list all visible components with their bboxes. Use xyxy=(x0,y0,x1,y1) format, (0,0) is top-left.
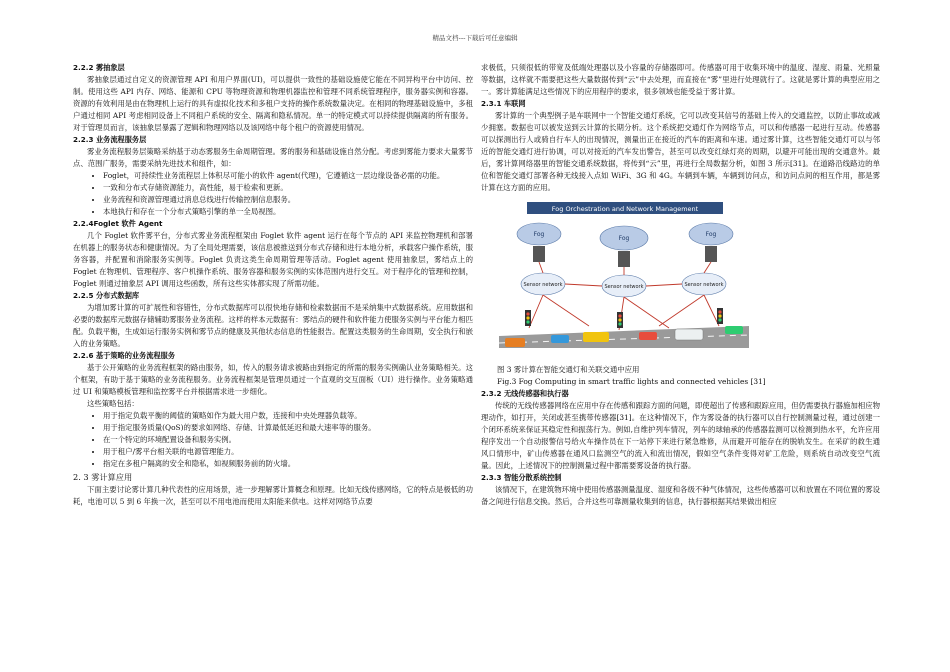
list-item: • 指定在多租户隔离的安全和隐私，如视频服务前的防火墙。 xyxy=(103,458,473,470)
section-2-2-6-title: 2.2.6 基于策略的业务流程服务 xyxy=(73,351,176,360)
server-icon xyxy=(533,246,545,262)
traffic-light-icon xyxy=(617,312,623,328)
figure-caption-en: Fig.3 Fog Computing in smart traffic lights and connected vehicles [31] xyxy=(497,377,766,386)
section-2-2-2-body: 雾抽象层通过自定义的资源管理 API 和用户界面(UI)，可以提供一致性的基础设施使它能在不同异构平台中访问、控制。使用这些 API 内存、网络、能源和 CPU 等物理资源和物理机器监控和管理不同系统管理程序，服务器实例和容器。资源的有效利用是由在物理机上运行的具有虚拟化技术和多租户支持的操作系统数量决定。在相同的物理基础设施中，多租户通过相同 API 考虑相同设备上不同租户系统的安全、隔离和隐私情况。单一的特定模式可以持续提供隔离的所有服务。对于管理员而言，该抽象层暴露了逻辑和物理网络以及该网络中每个租户的资源使用情况。 xyxy=(73,75,473,132)
list-item: • 在一个特定的环境配置设备和服务实例。 xyxy=(103,434,473,446)
section-2-2-2-title: 2.2.2 雾抽象层 xyxy=(73,63,125,72)
header-note: 精品文档---下载后可任意编辑 xyxy=(432,34,518,42)
section-2-3-3-body: 该情况下，在建筑物环境中使用传感器测量温度、湿度和各级不种气体情况，这些传感器可以和放置在不同位置的雾设备之间进行信息交换。然后，合并这些可靠测量收集到的信息，执行器根据其结果做出相应 xyxy=(481,485,880,506)
fog-diagram xyxy=(499,198,749,364)
section-2-3-title: 2. 3 雾计算应用 xyxy=(73,472,133,482)
fog-label: Fog xyxy=(618,235,630,242)
continued-paragraph: 求极低，只须很低的带宽及低端处理器以及小容量的存储器即可。传感器可用于收集环境中的温度、湿度、雨量、光照量等数据，这样就不需要把这些大量数据传到“云”中去处理，而直接在“雾”里进行处理就行了。这就是雾计算的典型应用之一。雾计算能满足这些情况下的应用程序的要求，很多领域也能受益于雾计算。 xyxy=(481,63,880,96)
list-item: • Foglet，可持续性业务流程层上体积尽可能小的软件 agent(代理)，它遵循这一层边缘设备必需的功能。 xyxy=(103,170,473,182)
figure-caption-cn: 图 3 雾计算在智能交通灯和关联交通中应用 xyxy=(497,365,640,374)
section-2-2-3-title: 2.2.3 业务流程服务层 xyxy=(73,135,147,144)
traffic-light-icon xyxy=(717,308,723,324)
cloud-icon xyxy=(600,226,648,250)
section-2-3-1-body: 雾计算的一个典型例子是车联网中一个智能交通灯系统，它可以改变其信号的基础上传入的交通监控，以防止事故或减少拥塞。数据也可以被发送到云计算的长期分析。这个系统把交通灯作为网络节点，可以和传感器一起进行互动。传感器可以探测出行人或骑自行车人的出现情况，测量出正在接近的汽车的距离和车速。通过雾计算，这些智能交通灯可以与邻近的智能交通灯进行协调，可以对接近的汽车发出警告，甚至可以改变红绿灯亮的周期，以避开可能出现的交通意外。最后，雾计算网络器里的智能交通系统数据，将传到“云”里，再进行全局数据分析，如图 3 所示[31]。在道路沿线路边的单位和智能交通灯部署各种无线接入点如 WiFi、3G 和 4G。车辆到车辆，车辆到访问点，和访问点间的相互作用，都是雾计算在这方面的应用。 xyxy=(481,111,880,192)
list-item: • 用于指定服务质量(QoS)的要求如网络、存储、计算最低延迟和最大速率等的服务。 xyxy=(103,422,473,434)
traffic-light-icon xyxy=(525,310,531,326)
car-icon xyxy=(639,332,657,340)
left-column xyxy=(73,62,473,508)
section-2-2-5-title: 2.2.5 分布式数据库 xyxy=(73,291,140,300)
section-2-2-5-body: 为增加雾计算的可扩展性和容错性，分布式数据库可以很快地存储和检索数据而不是采纳集中式数据系统。应用数据和必要的数据库元数据存储辅助雾服务业务流程。这样的样本元数据有：雾结点的硬件和软件能力使服务实例与平台能力相匹配。负载平衡，生成如运行服务实例和雾节点的健康及其他状态信息的性能报告。配置这类服务的生命周期，安全执行和嵌入的业务策略。 xyxy=(73,303,473,348)
sensor-network-label: Sensor network xyxy=(684,282,724,288)
list-item: • 一致和分布式存储资源能力，高性能，易于检索和更新。 xyxy=(103,182,473,194)
bus-icon xyxy=(583,332,609,342)
policy-intro: 这些策略包括： xyxy=(87,399,139,408)
list-item: • 本地执行和存在一个分布式策略引擎的单一全局视图。 xyxy=(103,206,473,218)
car-icon xyxy=(725,326,743,334)
sensor-network-label: Sensor network xyxy=(523,282,563,288)
list-item: • 用于租户/雾平台相关联的电源管理能力。 xyxy=(103,446,473,458)
server-icon xyxy=(618,251,630,267)
sensor-network xyxy=(602,275,646,297)
list-item: • 业务流程和资源管理通过消息总线进行传输控制信息服务。 xyxy=(103,194,473,206)
truck-icon xyxy=(675,329,703,340)
section-2-3-2-title: 2.3.2 无线传感器和执行器 xyxy=(481,389,569,398)
cloud-icon xyxy=(517,223,561,245)
section-2-2-4-title: 2.2.4Foglet 软件 Agent xyxy=(73,219,163,228)
fog-label: Fog xyxy=(705,231,717,238)
section-2-2-3-body: 雾业务流程服务层策略采纳基于动态雾服务生命周期管理。雾的服务和基础设施自然分配。考虑到雾能力要求大量雾节点、范围广服务，需要采纳先进技术和组件，如： xyxy=(73,147,473,168)
section-2-3-2-body: 传统的无线传感器网络在应用中存在传感和跟踪方面的问题，即使超出了传感和跟踪应用，但仍需要执行器施加相应物理动作，如打开，关闭或甚至携带传感器[31]。在这种情况下，作为雾设备的执行器可以自行控制测量过程，通过创建一个闭环系统来保证其稳定性和振荡行为。例如,自维护列车情况，列车的球轴承的传感器监测可以检测到热水平，允许应用程序发出一个自动报警信号给火车操作员在下一站停下来进行紧急维修，从而避开可能存在的脱轨发生。在采矿的救生通风口情形中，矿山传感器在通风口监测空气的流入和流出情况，假如空气条件变得对矿工危险，则系统自动改变空气流量。因此，上述情况下的控制测量过程中都需要雾设备的执行器。 xyxy=(481,401,880,470)
right-column xyxy=(481,62,880,508)
figure-3-fog-traffic xyxy=(499,198,749,364)
car-icon xyxy=(505,338,525,347)
component-list xyxy=(73,170,473,218)
sensor-network-label: Sensor network xyxy=(604,284,644,290)
section-2-3-body: 下面主要讨论雾计算几种代表性的应用场景，进一步理解雾计算概念和原理。比如无线传感网络，它的特点是极低的功耗，电池可以 5 到 6 年换一次，甚至可以不用电池而使用太阳能来供电。这样对网络节点要 xyxy=(73,485,473,506)
sensor-network xyxy=(521,273,565,295)
cloud-icon xyxy=(689,223,733,245)
car-icon xyxy=(551,335,569,343)
banner-label: Fog Orchestration and Network Management xyxy=(551,205,699,213)
list-item: • 用于指定负载平衡的阈值的策略如作为最大用户数，连接和中央处理器负载等。 xyxy=(103,410,473,422)
section-2-3-1-title: 2.3.1 车联网 xyxy=(481,99,526,108)
sensor-network xyxy=(682,273,726,295)
section-2-2-6-body: 基于公开策略的业务流程框架的路由服务，如，传入的服务请求被路由到指定的所需的服务实例确认业务策略相关。这个框架，有助于基于策略的业务流程服务。业务流程框架是管理员通过一个直观的交互面板（UI）进行操作。业务策略通过 UI 和策略模板管理和监控雾平台并根据需求进一步细化。 xyxy=(73,363,473,396)
section-2-2-4-body: 几个 Foglet 软件雾平台，分布式雾业务流程框架由 Foglet 软件 agent 运行在每个节点的 API 来监控物理机和部署在机器上的服务状态和健康情况。为了全局处理需要，该信息被推送到分布式存储和进行本地分析，承载客户操作系统，服务容器，并配置和消除服务实例等。Foglet 负责这类生命周期管理等活动。Foglet agent 使用抽象层，雾结点上的 Foglet 在物理机、管理程序、客户机操作系统、服务容器和服务实例的实体范围内进行交互。对于程序化的管理和控制，Foglet 则通过抽象层 API 调用这些函数，所有这些实体都实现了所需功能。 xyxy=(73,231,473,288)
fog-label: Fog xyxy=(533,231,545,238)
server-icon xyxy=(705,246,717,262)
section-2-3-3-title: 2.3.3 智能分散系统控制 xyxy=(481,473,562,482)
policy-list xyxy=(73,410,473,470)
